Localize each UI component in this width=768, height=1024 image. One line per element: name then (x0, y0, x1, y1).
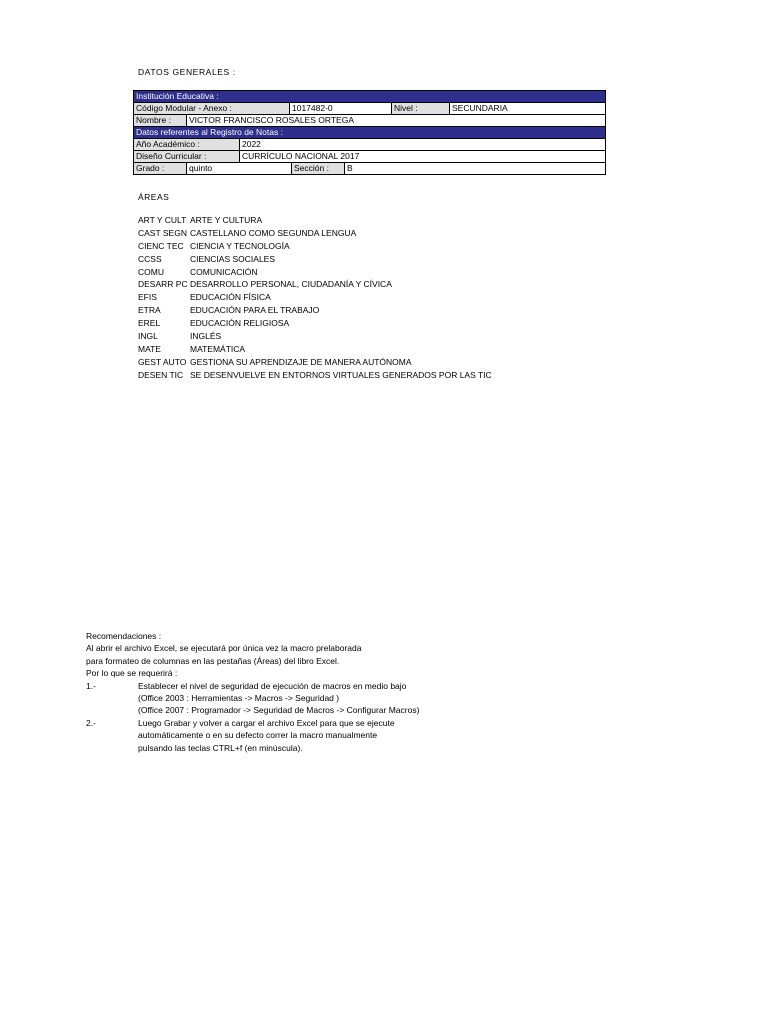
grado-value[interactable]: quinto (186, 163, 291, 174)
area-name: EDUCACIÓN RELIGIOSA (190, 318, 290, 329)
step-text: pulsando las teclas CTRL+f (en minúscula). (138, 742, 303, 753)
area-name: CIENCIA Y TECNOLOGÍA (190, 240, 290, 251)
area-name: MATEMÁTICA (190, 343, 246, 354)
area-code: EFIS (138, 292, 157, 303)
area-name: COMUNICACIÓN (190, 266, 258, 277)
nombre-label: Nombre : (134, 115, 186, 126)
area-name: SE DESENVUELVE EN ENTORNOS VIRTUALES GENERADOS POR LAS TIC (190, 369, 492, 380)
page-title: DATOS GENERALES : (138, 67, 236, 77)
recommendation-intro: Por lo que se requerirá : (86, 668, 178, 679)
area-name: DESARROLLO PERSONAL, CIUDADANÍA Y CÍVICA (190, 279, 392, 290)
area-code: CCSS (138, 253, 162, 264)
areas-title: ÁREAS (138, 192, 170, 202)
general-data-table (133, 90, 606, 127)
area-code: ETRA (138, 305, 161, 316)
area-name: CASTELLANO COMO SEGUNDA LENGUA (190, 227, 357, 238)
anio-label: Año Académico : (134, 139, 239, 150)
step-1-detail (86, 692, 361, 704)
step-number: 1.- (86, 680, 96, 691)
registro-label: Datos referentes al Registro de Notas : (136, 127, 283, 137)
nivel-value[interactable]: SECUNDARIA (449, 103, 607, 114)
area-code: EREL (138, 318, 161, 329)
registro-data-table (133, 126, 606, 175)
area-name: CIENCIAS SOCIALES (190, 253, 276, 264)
codigo-row (133, 103, 606, 115)
nombre-value[interactable]: VICTOR FRANCISCO ROSALES ORTEGA (186, 115, 607, 126)
grado-row (133, 163, 606, 175)
area-code: INGL (138, 331, 158, 342)
area-name: GESTIONA SU APRENDIZAJE DE MANERA AUTÓNOMA (190, 356, 412, 367)
step-1-detail (86, 704, 420, 716)
area-name: EDUCACIÓN FÍSICA (190, 292, 271, 303)
area-code: DESEN TIC (138, 369, 184, 380)
step-text: automáticamente o en su defecto correr la macro manualmente (138, 730, 378, 741)
area-code: ART Y CULT (138, 215, 187, 225)
diseno-value[interactable]: CURRÍCULO NACIONAL 2017 (239, 151, 607, 162)
institucion-header-row (133, 90, 606, 103)
seccion-value[interactable]: B (344, 163, 607, 174)
recommendations-title: Recomendaciones : (86, 631, 162, 641)
recommendation-intro: Al abrir el archivo Excel, se ejecutará por única vez la macro prelaborada (86, 643, 362, 654)
step-number: 2.- (86, 717, 96, 728)
recommendations-section (86, 630, 420, 754)
step-text: Luego Grabar y volver a cargar el archivo Excel para que se ejecute (138, 717, 395, 728)
diseno-row (133, 151, 606, 163)
institucion-label: Institución Educativa : (136, 91, 219, 101)
step-2-detail (86, 742, 361, 754)
area-code: CIENC TEC (138, 240, 184, 251)
registro-header-row (133, 126, 606, 139)
anio-value[interactable]: 2022 (239, 139, 607, 150)
area-code: COMU (138, 266, 164, 277)
area-name: INGLÉS (190, 331, 222, 342)
area-name: EDUCACIÓN PARA EL TRABAJO (190, 305, 320, 316)
step-text: (Office 2007 : Programador -> Seguridad de Macros -> Configurar Macros) (138, 705, 420, 716)
area-code: MATE (138, 343, 161, 354)
area-code: DESARR PC (138, 279, 188, 290)
grado-label: Grado : (134, 163, 186, 174)
diseno-label: Diseño Curricular : (134, 151, 239, 162)
area-code: CAST SEGN (138, 227, 187, 238)
step-2-detail (86, 729, 378, 741)
anio-row (133, 139, 606, 151)
recommendation-intro: para formateo de columnas en las pestañas (Áreas) del libro Excel. (86, 655, 340, 666)
step-1-line (86, 680, 407, 692)
step-text: (Office 2003 : Herramientas -> Macros -> Seguridad ) (138, 692, 340, 703)
area-code: GEST AUTO (138, 356, 187, 367)
seccion-label: Sección : (291, 163, 344, 174)
step-2-line (86, 717, 395, 729)
nivel-label: Nivel : (391, 103, 449, 114)
area-name: ARTE Y CULTURA (190, 215, 263, 225)
step-text: Establecer el nivel de seguridad de ejecución de macros en medio bajo (138, 680, 407, 691)
codigo-value[interactable]: 1017482-0 (289, 103, 391, 114)
codigo-label: Código Modular - Anexo : (134, 103, 289, 114)
